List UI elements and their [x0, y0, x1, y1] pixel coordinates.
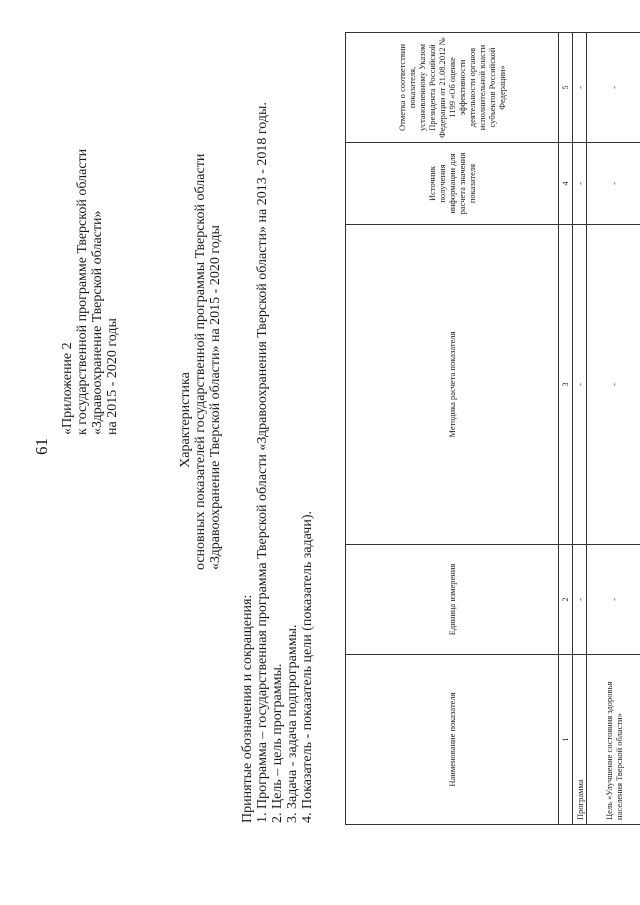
row-source: -	[587, 143, 640, 225]
header-unit: Единица измерения	[346, 545, 559, 655]
column-number: 3	[559, 225, 573, 545]
document-title	[178, 153, 223, 570]
row-name: Цель «Улучшение состояния здоровья населения Тверской области»	[587, 655, 640, 825]
column-number: 2	[559, 545, 573, 655]
appendix-line: на 2015 - 2020 годы	[105, 318, 120, 435]
row-method: -	[587, 225, 640, 545]
row-method: -	[573, 225, 587, 545]
header-decree-mark: Отметка о соответствии показателя, установленному Указом Президента Российской Федерации от 21.08.2012 № 1199 «Об оценке эффективности деятельности органов исполнительной власти субъектов Российской Федерации»	[346, 33, 559, 143]
table-header-row	[346, 33, 559, 825]
column-number: 5	[559, 33, 573, 143]
appendix-line: «Здравоохранение Тверской области»	[90, 210, 105, 435]
indicators-table	[345, 32, 640, 825]
legend-item: 3. Задача - задача подпрограммы.	[285, 624, 300, 823]
legend-item: 4. Показатель - показатель цели (показатель задачи).	[300, 511, 315, 823]
header-source: Источник получения информации для расчета значения показателя	[346, 143, 559, 225]
title-line: «Здравоохранение Тверской области» на 2015 - 2020 годы	[208, 225, 223, 570]
table-row	[587, 33, 640, 825]
header-indicator-name: Наименование показателя	[346, 655, 559, 825]
row-mark: -	[587, 33, 640, 143]
title-line: Характеристика	[178, 372, 193, 468]
header-method: Методика расчета показателя	[346, 225, 559, 545]
page-number: 61	[32, 438, 51, 455]
row-source: -	[573, 143, 587, 225]
row-unit: -	[573, 545, 587, 655]
table-number-row	[559, 33, 573, 825]
legend-item: 1. Программа – государственная программа Тверской области «Здравоохранения Тверской области» на 2013 - 2018 годы.	[255, 102, 270, 823]
legend-heading: Принятые обозначения и сокращения:	[240, 594, 255, 823]
appendix-line: к государственной программе Тверской области	[75, 148, 90, 435]
row-unit: -	[587, 545, 640, 655]
appendix-line: «Приложение 2	[60, 342, 75, 435]
abbreviations-legend	[240, 102, 315, 823]
table-row	[573, 33, 587, 825]
column-number: 1	[559, 655, 573, 825]
title-line: основных показателей государственной программы Тверской области	[193, 153, 208, 570]
row-name: Программа	[573, 655, 587, 825]
legend-item: 2. Цель – цель программы.	[270, 663, 285, 823]
column-number: 4	[559, 143, 573, 225]
row-mark: -	[573, 33, 587, 143]
appendix-header	[60, 149, 120, 435]
